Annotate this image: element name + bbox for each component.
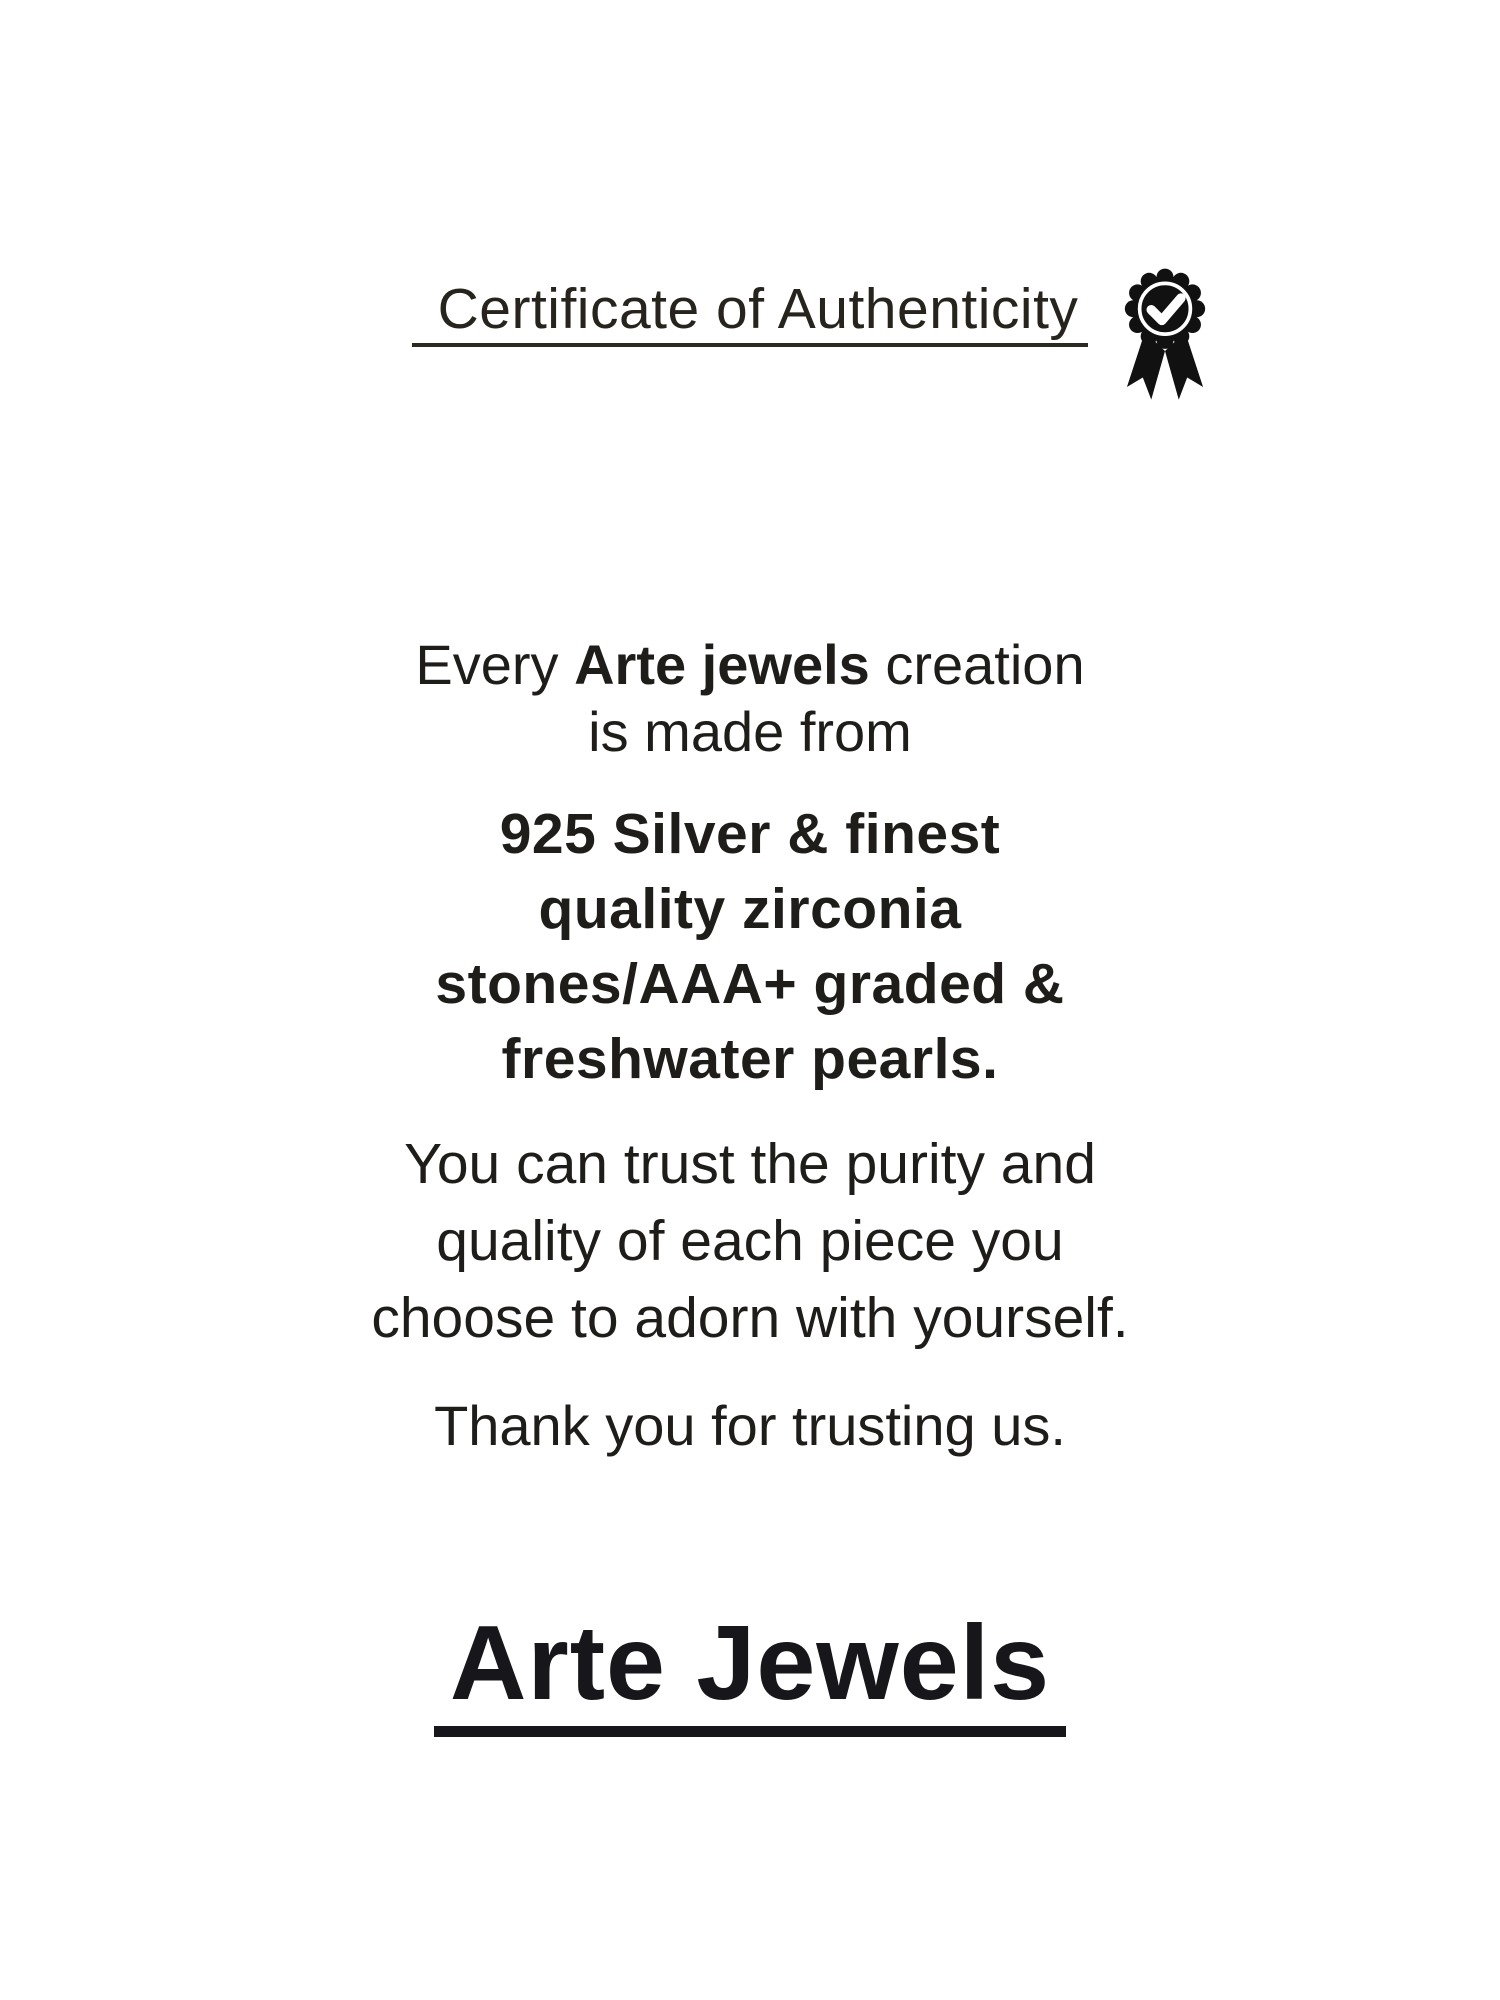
certificate-title: Certificate of Authenticity (412, 278, 1089, 347)
award-ribbon-icon (1112, 258, 1218, 406)
materials-line: freshwater pearls. (501, 1027, 999, 1091)
thanks-line: Thank you for trusting us. (434, 1394, 1066, 1457)
thanks-row (0, 1394, 1500, 1458)
materials-line: stones/AAA+ graded & (435, 952, 1065, 1016)
intro-paragraph (0, 631, 1500, 765)
trust-line: quality of each piece you (436, 1209, 1064, 1273)
intro-line-1 (0, 631, 1500, 698)
trust-line: You can trust the purity and (404, 1132, 1096, 1196)
signature-row (0, 1604, 1500, 1737)
materials-line: 925 Silver & finest (499, 802, 1001, 866)
title-row (0, 278, 1500, 347)
intro-line-2: is made from (588, 700, 912, 763)
intro-prefix: Every (415, 633, 575, 696)
trust-line: choose to adorn with yourself. (371, 1286, 1129, 1350)
trust-paragraph (0, 1126, 1500, 1357)
intro-suffix: creation (869, 633, 1085, 696)
intro-brand-bold: Arte jewels (574, 633, 870, 696)
materials-line: quality zirconia (538, 877, 962, 941)
brand-signature: Arte Jewels (434, 1608, 1066, 1737)
materials-paragraph (0, 797, 1500, 1097)
